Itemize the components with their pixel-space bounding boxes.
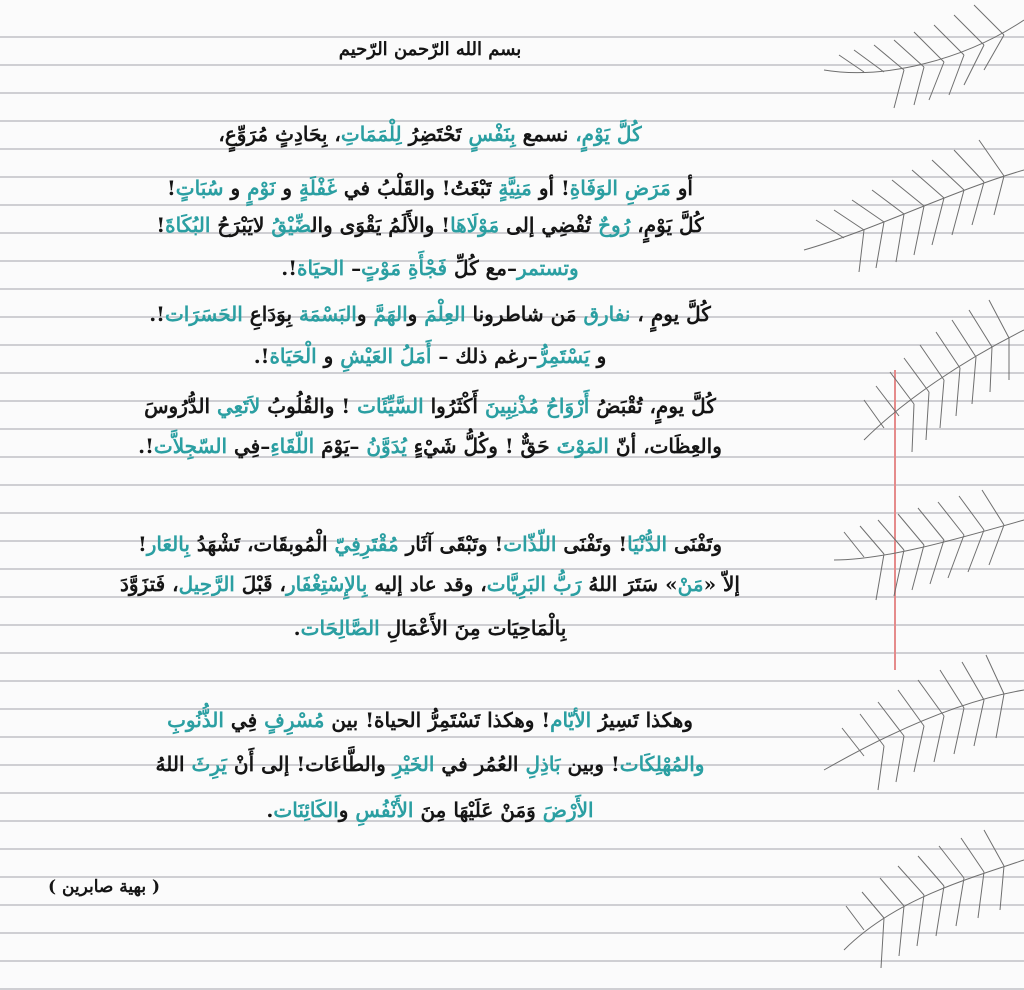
highlighted-word: مَنْ [677,572,704,596]
line-text: !. [253,344,270,368]
highlighted-word: الدُّنْيَا [627,532,668,556]
highlighted-word: الحيَاة [297,256,345,280]
highlighted-word: نفارق [576,302,631,326]
highlighted-word: السّجِلاَّت [153,434,228,458]
highlighted-word: رُوحٌ [591,213,631,237]
line-text: مِنَ الأَعْمَالِ [379,616,481,640]
highlighted-word: رَبُّ البَرِيَّات [486,572,582,596]
line-text: أو [670,176,693,200]
line-text: تَحْتَضِرُ [401,122,462,146]
poem-line-p3l2 [20,750,840,778]
highlighted-word: يَرِثَ [184,752,227,776]
highlighted-word: فَجْأَةِ مَوْتٍ [361,256,448,280]
line-text: لايَبْرَحُ [210,213,265,237]
line-text: اللهُ [155,752,185,776]
line-text: تُفْضِي إلى [499,213,592,237]
highlighted-word: الأَنْفُسِ [348,798,414,822]
highlighted-word: الْحَيَاة [269,344,317,368]
highlighted-word: مَنِيَّةٍ [491,176,532,200]
highlighted-word: الكَائِنَات [273,798,339,822]
line-text: ، أنّ [608,434,650,458]
highlighted-word: يَسْتَمِرُّ [537,344,590,368]
highlighted-word: الخَيْرِ [385,752,435,776]
line-text: » سَتَرَ اللهُ [581,572,678,596]
line-text: !. [149,302,165,326]
highlighted-word: بِالعَار [146,532,190,556]
line-text: ، بِحَادِثٍ مُرَوِّعٍ، [218,122,341,146]
line-text: بِوَدَاعِ [242,302,293,326]
highlighted-word: الحَسَرَات [164,302,243,326]
line-text: كُلَّ يومٍ، تُقْبَضُ [589,394,716,418]
line-text: ! [167,176,176,200]
line-text: و [275,176,293,200]
line-text: . [293,616,301,640]
highlighted-word: الذُّنُوبِ [167,708,224,732]
line-text: –فِي [227,434,271,458]
line-text: ، وقد عاد إليه [367,572,487,596]
line-text: و [589,344,607,368]
line-text: و [407,302,418,326]
highlighted-word: والمُهْلِكَات [619,752,705,776]
line-text: ! أو [531,176,570,200]
highlighted-word: غَفْلَةٍ [292,176,337,200]
line-text: ! وتَفْنَى [556,532,628,556]
line-text: ! وبين [560,752,620,776]
line-text: . [266,798,274,822]
highlighted-word: سُبَاتٍ [175,176,224,200]
highlighted-word: لاَتَعِي [210,394,261,418]
line-text: وَمَنْ عَلَيْهَا مِنَ [413,798,536,822]
highlighted-word: مَرَضِ الوَفَاةِ [569,176,671,200]
highlighted-word: الأيّام [550,708,592,732]
line-text: و [338,798,349,822]
line-text: ! وهكذا تَسْتَمِرُّ الحياة! بين [324,708,551,732]
highlighted-word: الصَّالِحَات [300,616,380,640]
highlighted-word: الأَرْضَ [535,798,594,822]
line-text: حَقٌّ ! وكُلُّ شَيْءٍ [406,434,550,458]
poem-line-p3l3 [20,796,840,824]
highlighted-word: نَوْمٍ [240,176,276,200]
line-text: بِالْمَاحِيَات [480,616,567,640]
highlighted-word: وتستمر [517,256,579,280]
line-text: ! والقُلُوبُ [260,394,358,418]
line-text: مَن شاطرونا [465,302,577,326]
line-text: والطَّاعَات! إلى أَنْ [226,752,386,776]
line-text: فِي [223,708,258,732]
line-text: نسمع [515,122,569,146]
line-text: ! والأَلَمُ يَقْوَى وال [311,213,451,237]
line-text: و [356,302,367,326]
poem-line-p1l5 [20,300,840,328]
line-text: وتَفْنَى [667,532,723,556]
poem-line-p2l2 [20,570,840,598]
highlighted-word: اللّقَاءِ [270,434,315,458]
highlighted-word: البَسْمَة [292,302,357,326]
line-text: !. [138,434,154,458]
line-text: إلاّ « [703,572,740,596]
highlighted-word: المَوْتَ [549,434,609,458]
line-text: – [344,256,362,280]
highlighted-word: بِنَفْسٍ [461,122,516,146]
highlighted-word: أَمَلُ العَيْشِ [333,344,432,368]
line-text: –يَوْمَ [314,434,360,458]
line-text: و [223,176,241,200]
line-text: ، فَتزَوَّدَ [119,572,179,596]
highlighted-word: بَاذِلِ [518,752,561,776]
highlighted-word: السَّيِّئَات [357,394,424,418]
poem-line-p2l1 [20,530,840,558]
line-text: كُلَّ يَوْمٍ، [630,213,704,237]
highlighted-word: ضِّيْقُ [264,213,312,237]
line-text: –مع كُلِّ [447,256,518,280]
highlighted-word: الرَّحِيل [178,572,235,596]
page-title: بسم الله الرّحمن الرّحيم [338,39,522,60]
poem-line-p1l3 [20,211,840,239]
line-text: ! [137,532,147,556]
poem-line-p1l8 [20,432,840,460]
author-signature: ( بهية صابرين ) [48,877,161,897]
highlighted-word: العِلْمَ [417,302,466,326]
poem-line-p1l7 [20,392,840,420]
highlighted-word: كُلَّ يَوْمٍ، [568,122,642,146]
highlighted-word: الهَمَّ [366,302,408,326]
line-text: الدُّرُوسَ [144,394,211,418]
line-text: الْمُوبقَات، تَشْهَدُ [189,532,328,556]
line-text: ! [156,213,166,237]
poem-line-p1l6 [20,342,840,370]
highlighted-word: مَوْلَاهَا [450,213,500,237]
line-text: ، قَبْلَ [234,572,286,596]
poem-line-p2l3 [20,614,840,642]
line-text: العُمُر في [434,752,519,776]
line-text: تَبْغَتُ! والقَلْبُ في [336,176,492,200]
poem-line-p1l4 [20,254,840,282]
line-text: كُلَّ يومٍ ، [630,302,711,326]
highlighted-word: البُكَاةَ [165,213,211,237]
highlighted-word: اللّذّات [503,532,557,556]
line-text: –رغم ذلك – [431,344,538,368]
poem-line-p1l2 [20,174,840,202]
line-text: وهكذا تَسِيرُ [591,708,693,732]
line-text: أَكْثَرُوا [423,394,478,418]
highlighted-word: مُسْرِفٍ [257,708,325,732]
poem-line-p1l1 [20,120,840,148]
line-text: والعِظَات [649,434,722,458]
poem-line-p3l1 [20,706,840,734]
highlighted-word: مُقْتَرِفِيّ [327,532,399,556]
line-text: ! وتَبْقَى آثَار [398,532,504,556]
line-text: !. [281,256,298,280]
highlighted-word: لِلْمَمَاتِ [340,122,402,146]
line-text: و [316,344,334,368]
highlighted-word: بِالإِسْتِغْفَار [285,572,368,596]
highlighted-word: أَرْوَاحُ مُذْنِبِينَ [477,394,590,418]
highlighted-word: يُدَوَّنُ [359,434,407,458]
